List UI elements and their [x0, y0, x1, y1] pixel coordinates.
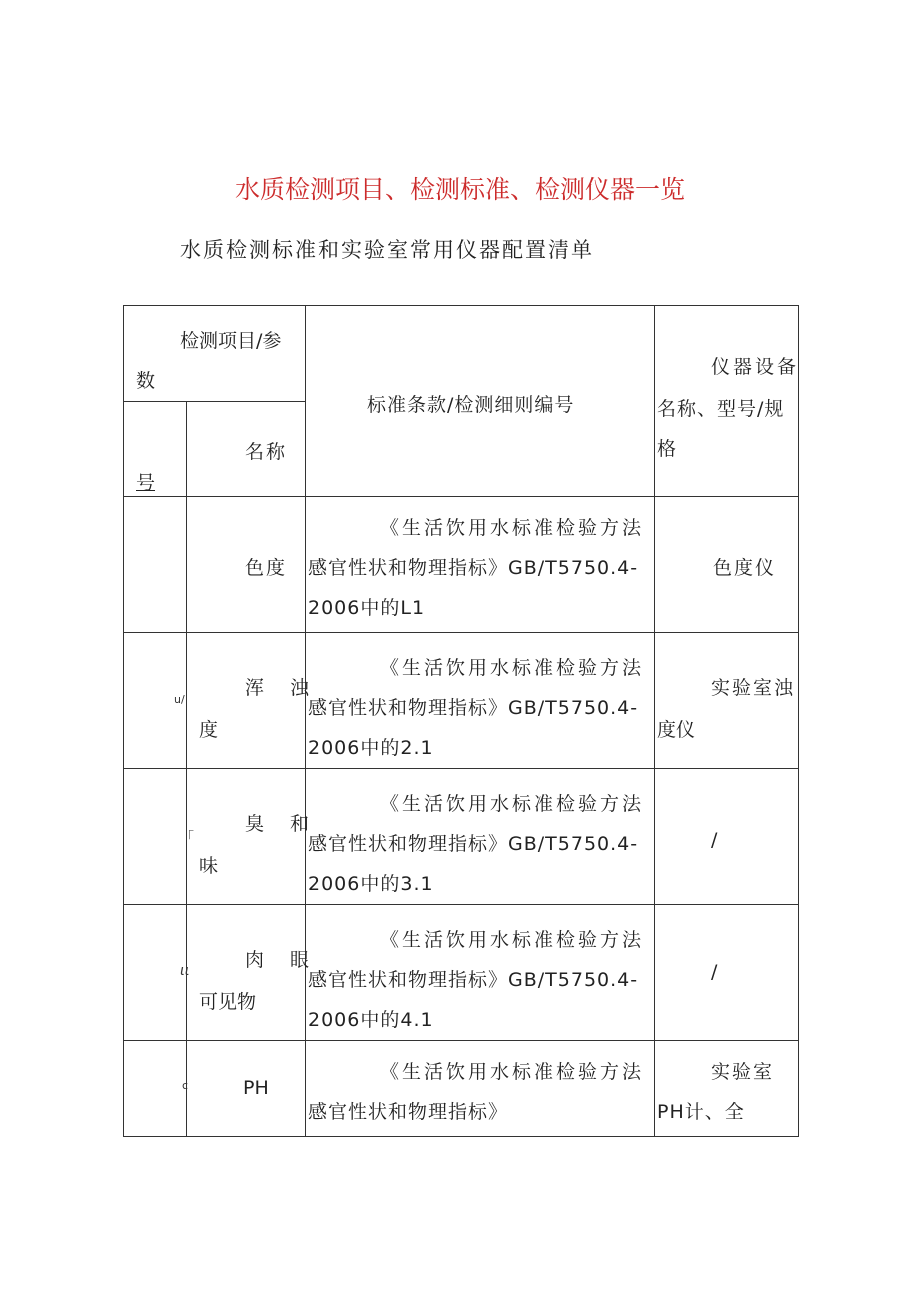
table-header-row: [124, 306, 799, 402]
row-no-mark: 「: [180, 830, 194, 846]
header-param-cell: [124, 306, 306, 402]
row-name: 浑 浊: [245, 677, 320, 699]
row-standard-line: 2006中的3.1: [308, 873, 434, 895]
row-standard-line: 《生活饮用水标准检验方法: [380, 793, 645, 815]
row-standard-line: 《生活饮用水标准检验方法: [380, 929, 645, 951]
row-standard-line: 《生活饮用水标准检验方法: [380, 1061, 645, 1083]
row-instrument: 实验室: [711, 1061, 775, 1083]
header-instrument-label-cont: 名称、型号/规: [657, 398, 785, 420]
row-instrument-cell: [655, 905, 799, 1041]
row-standard-line: 2006中的L1: [308, 597, 426, 619]
row-no-mark: u/: [174, 693, 185, 706]
row-instrument-cell: [655, 497, 799, 633]
row-name-cont: 味: [199, 855, 219, 877]
row-instrument: 实验室浊: [711, 677, 796, 699]
row-standard-cell: [306, 1041, 655, 1137]
row-standard-cell: [306, 769, 655, 905]
page-subtitle: 水质检测标准和实验室常用仪器配置清单: [180, 238, 594, 262]
row-instrument-cell: [655, 1041, 799, 1137]
row-standard-line: 感官性状和物理指标》GB/T5750.4-: [308, 969, 639, 991]
row-no-cell: [124, 1041, 187, 1137]
row-instrument-cont: PH计、全: [657, 1101, 745, 1123]
row-standard-line: 《生活饮用水标准检验方法: [380, 657, 645, 679]
row-standard-line: 感官性状和物理指标》: [308, 1101, 509, 1123]
row-no-mark: c: [182, 1079, 189, 1092]
header-param-label: 检测项目/参: [180, 330, 282, 352]
row-standard-cell: [306, 497, 655, 633]
table-row: [124, 633, 799, 769]
header-instrument-label: 仪器设备: [711, 356, 800, 378]
row-standard-line: 感官性状和物理指标》GB/T5750.4-: [308, 697, 639, 719]
row-name-cell: [187, 769, 320, 905]
page-title: 水质检测项目、检测标准、检测仪器一览: [234, 175, 685, 204]
row-no-cell: [124, 497, 187, 633]
header-standard-label: 标准条款/检测细则编号: [367, 394, 575, 416]
row-instrument-cell: [655, 769, 799, 905]
row-standard-line: 2006中的2.1: [308, 737, 434, 759]
header-name-label: 名称: [245, 441, 288, 463]
row-instrument-cont: 度仪: [657, 719, 696, 741]
row-name-cell: [187, 1041, 306, 1137]
row-instrument: 色度仪: [713, 557, 777, 579]
table-row: [124, 497, 799, 633]
inspection-table: [123, 305, 799, 1137]
row-standard-cell: [306, 905, 655, 1041]
row-name-cell: [187, 633, 320, 769]
row-instrument: /: [711, 829, 718, 851]
row-name-cell: [187, 905, 320, 1041]
row-standard-line: 感官性状和物理指标》GB/T5750.4-: [308, 833, 639, 855]
row-no-cell: [124, 905, 190, 1041]
row-standard-cell: [306, 633, 655, 769]
row-name-cont: 可见物: [199, 991, 257, 1013]
row-standard-line: 2006中的4.1: [308, 1009, 434, 1031]
row-name-cell: [187, 497, 306, 633]
header-instrument-label-end: 格: [657, 438, 677, 460]
row-no-cell: [124, 769, 194, 905]
row-no-mark: ιι: [180, 963, 190, 979]
row-name: 臭 和: [245, 813, 320, 835]
table-row: [124, 1041, 799, 1137]
row-name: 肉 眼: [245, 949, 320, 971]
row-name: PH: [243, 1077, 269, 1099]
table-row: [124, 769, 799, 905]
row-standard-line: 《生活饮用水标准检验方法: [380, 517, 645, 539]
row-name: 色度: [245, 557, 288, 579]
row-standard-line: 感官性状和物理指标》GB/T5750.4-: [308, 557, 639, 579]
header-param-label-cont: 数: [136, 370, 156, 392]
header-standard-cell: [306, 306, 655, 497]
row-name-cont: 度: [199, 719, 219, 741]
row-no-cell: [124, 633, 187, 769]
header-name-cell: [187, 402, 306, 497]
table-row: [124, 905, 799, 1041]
header-no-label: 号: [136, 472, 156, 494]
header-instrument-cell: [655, 306, 799, 497]
row-instrument-cell: [655, 633, 799, 769]
header-no-cell: [124, 402, 187, 497]
row-instrument: /: [711, 961, 718, 983]
